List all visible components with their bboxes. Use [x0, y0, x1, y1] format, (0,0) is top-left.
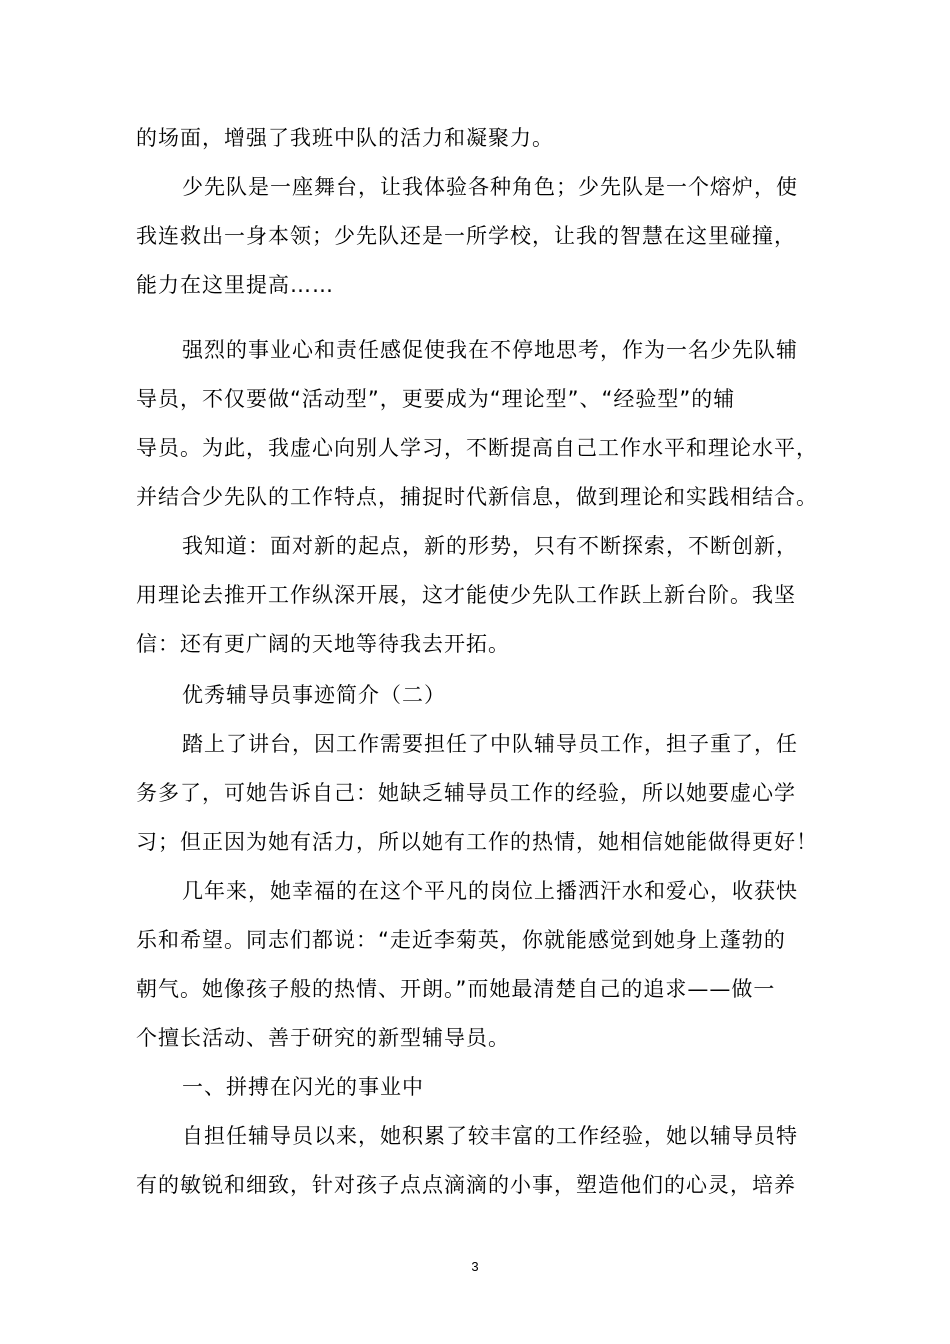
text-line: 乐和希望。同志们都说：“走近李菊英，你就能感觉到她身上蓬勃的: [136, 928, 786, 952]
text-line: 能力在这里提高……: [136, 273, 334, 297]
paragraph-experience: [136, 1112, 826, 1210]
paragraph-podium: [136, 720, 826, 867]
text-line: 务多了，可她告诉自己：她缺乏辅导员工作的经验，所以她要虚心学: [136, 781, 796, 805]
text-line: 我知道：面对新的起点，新的形势，只有不断探索，不断创新，: [182, 534, 798, 558]
text-line: 的场面，增强了我班中队的活力和凝聚力。: [136, 126, 554, 150]
text-line: 踏上了讲台，因工作需要担任了中队辅导员工作，担子重了，任: [182, 732, 798, 756]
text-line: 信：还有更广阔的天地等待我去开拓。: [136, 632, 510, 656]
paragraph-years: [136, 867, 826, 1063]
text-line: 朝气。她像孩子般的热情、开朗。”而她最清楚自己的追求——做一: [136, 977, 776, 1001]
heading-text: 一、拼搏在闪光的事业中: [182, 1075, 424, 1099]
section-heading: [136, 671, 826, 720]
paragraph-stage: [136, 114, 826, 310]
heading-text: 优秀辅导员事迹简介（二）: [182, 683, 446, 707]
text-line: 自担任辅导员以来，她积累了较丰富的工作经验，她以辅导员特: [182, 1124, 798, 1148]
text-line: 用理论去推开工作纵深开展，这才能使少先队工作跃上新台阶。我坚: [136, 583, 796, 607]
paragraph-innovation: [136, 522, 826, 669]
text-line: 少先队是一座舞台，让我体验各种角色；少先队是一个熔炉，使: [182, 175, 798, 199]
text-line: 导员，不仅要做“活动型”，更要成为“理论型”、“经验型”的辅: [136, 387, 736, 411]
text-line: 几年来，她幸福的在这个平凡的岗位上播洒汗水和爱心，收获快: [182, 879, 798, 903]
text-line: 导员。为此，我虚心向别人学习，不断提高自己工作水平和理论水平，: [136, 436, 818, 460]
text-line: 强烈的事业心和责任感促使我在不停地思考，作为一名少先队辅: [182, 338, 798, 362]
subsection-heading: [136, 1063, 826, 1112]
text-line: 有的敏锐和细致，针对孩子点点滴滴的小事，塑造他们的心灵，培养: [136, 1173, 796, 1197]
paragraph-thinking: [136, 326, 826, 522]
text-line: 习；但正因为她有活力，所以她有工作的热情，她相信她能做得更好！: [136, 830, 818, 854]
text-line: 个擅长活动、善于研究的新型辅导员。: [136, 1026, 510, 1050]
page-number: 3: [471, 1259, 479, 1274]
text-line: 我连救出一身本领；少先队还是一所学校，让我的智慧在这里碰撞，: [136, 224, 796, 248]
text-line: 并结合少先队的工作特点，捕捉时代新信息，做到理论和实践相结合。: [136, 485, 818, 509]
